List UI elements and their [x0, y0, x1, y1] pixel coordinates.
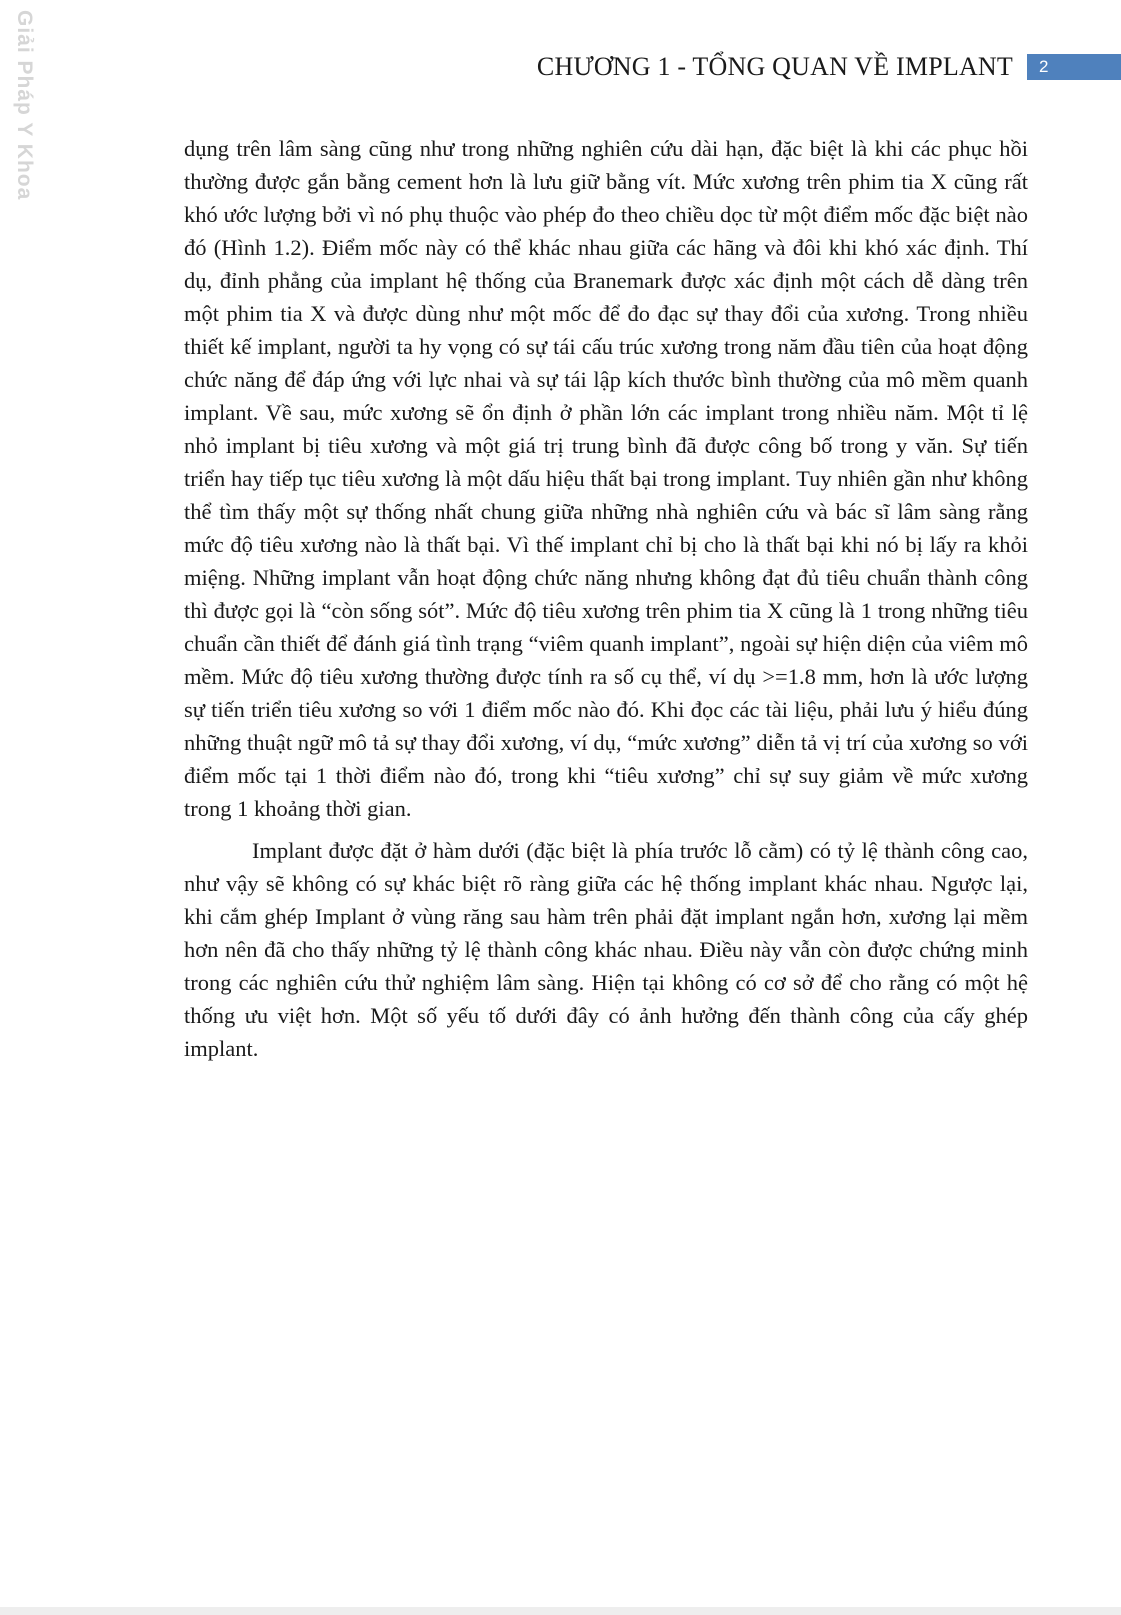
paragraph-success-factors: Implant được đặt ở hàm dưới (đặc biệt là phía trước lỗ cằm) có tỷ lệ thành công cao, như vậy sẽ không có sự khác biệt rõ ràng giữa các hệ thống implant khác nhau. Ngược lại, khi cắm ghép Implant ở vùng răng sau hàm trên phải đặt implant ngắn hơn, xương lại mềm hơn nên đã cho thấy những tỷ lệ thành công khác nhau. Điều này vẫn còn được chứng minh trong các nghiên cứu thử nghiệm lâm sàng. Hiện tại không có cơ sở để cho rằng có một hệ thống ưu việt hơn. Một số yếu tố dưới đây có ảnh hưởng đến thành công của cấy ghép implant.: [184, 838, 1028, 1061]
chapter-title: CHƯƠNG 1 - TỔNG QUAN VỀ IMPLANT: [536, 52, 1013, 81]
side-watermark: Giải Pháp Y Khoa: [13, 10, 36, 201]
page-header: [537, 50, 1121, 84]
paragraph-continuation: dụng trên lâm sàng cũng như trong những nghiên cứu dài hạn, đặc biệt là khi các phục hồi thường được gắn bằng cement hơn là lưu giữ bằng vít. Mức xương trên phim tia X cũng rất khó ước lượng bởi vì nó phụ thuộc vào phép đo theo chiều dọc từ một điểm mốc đặc biệt nào đó (Hình 1.2). Điểm mốc này có thể khác nhau giữa các hãng và đôi khi khó xác định. Thí dụ, đỉnh phẳng của implant hệ thống của Branemark được xác định một cách dễ dàng trên một phim tia X và được dùng như một mốc để đo đạc sự thay đổi của xương. Trong nhiều thiết kế implant, người ta hy vọng có sự tái cấu trúc xương trong năm đầu tiên của hoạt động chức năng để đáp ứng với lực nhai và sự tái lập kích thước bình thường của mô mềm quanh implant. Về sau, mức xương sẽ ổn định ở phần lớn các implant trong nhiều năm. Một tỉ lệ nhỏ implant bị tiêu xương và một giá trị trung bình đã được công bố trong y văn. Sự tiến triển hay tiếp tục tiêu xương là một dấu hiệu thất bại trong implant. Tuy nhiên gần như không thể tìm thấy một sự thống nhất chung giữa những nhà nghiên cứu và bác sĩ lâm sàng rằng mức độ tiêu xương nào là thất bại. Vì thế implant chỉ bị cho là thất bại khi nó bị lấy ra khỏi miệng. Những implant vẫn hoạt động chức năng nhưng không đạt đủ tiêu chuẩn thành công thì được gọi là “còn sống sót”. Mức độ tiêu xương trên phim tia X cũng là 1 trong những tiêu chuẩn cần thiết để đánh giá tình trạng “viêm quanh implant”, ngoài sự hiện diện của viêm mô mềm. Mức độ tiêu xương thường được tính ra số cụ thể, ví dụ >=1.8 mm, hơn là ước lượng sự tiến triển tiêu xương so với 1 điểm mốc nào đó. Khi đọc các tài liệu, phải lưu ý hiểu đúng những thuật ngữ mô tả sự thay đổi xương, ví dụ, “mức xương” diễn tả vị trí của xương so với điểm mốc tại 1 thời điểm nào đó, trong khi “tiêu xương” chỉ sự suy giảm về mức xương trong 1 khoảng thời gian.: [184, 136, 1028, 821]
document-body: [184, 132, 1028, 1074]
page-bottom-edge: [0, 1607, 1121, 1615]
page-number-badge: [1027, 54, 1121, 80]
page-number: 2: [1039, 57, 1049, 76]
